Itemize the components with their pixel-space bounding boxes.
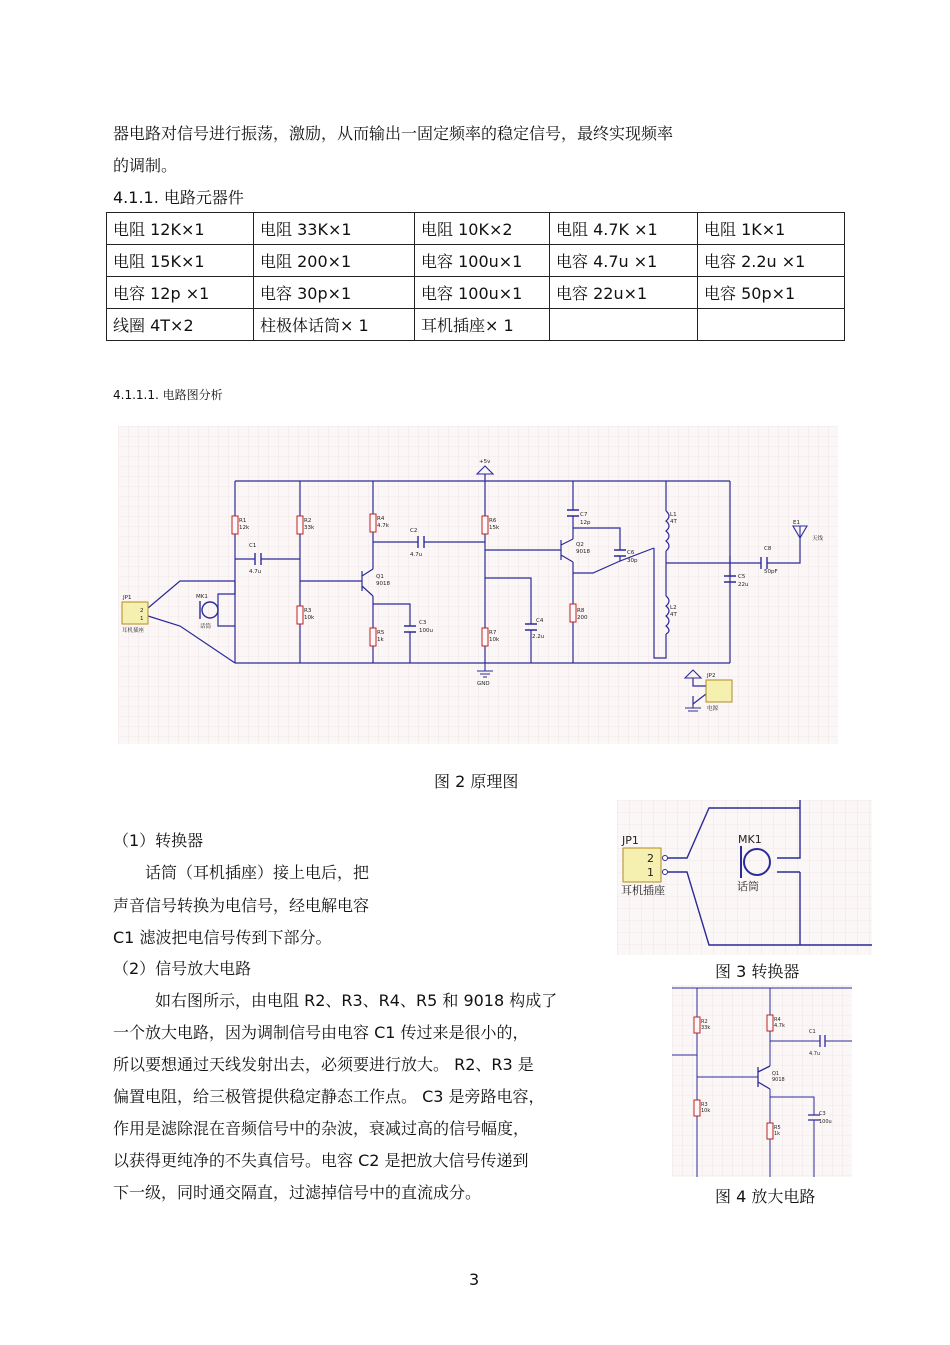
amplifier-line-5: 作用是滤除混在音频信号中的杂波，衰减过高的信号幅度， bbox=[113, 1119, 530, 1138]
resistor-r2 bbox=[694, 1017, 700, 1033]
figure-3-caption: 图 3 转换器 bbox=[715, 962, 800, 981]
table-cell: 耳机插座× 1 bbox=[415, 309, 550, 341]
r7-value: 10k bbox=[489, 637, 500, 643]
table-cell bbox=[698, 309, 845, 341]
r5-value: 1k bbox=[377, 637, 384, 643]
jp2-label: JP2 bbox=[707, 673, 716, 679]
table-cell: 电阻 12K×1 bbox=[107, 213, 254, 245]
r7-label: R7 bbox=[489, 630, 497, 636]
c3-value: 100u bbox=[819, 1119, 832, 1125]
r3-value: 10k bbox=[701, 1108, 711, 1114]
mk1-label: MK1 bbox=[196, 594, 208, 600]
c8-label: C8 bbox=[764, 546, 772, 552]
mk1-name: 话筒 bbox=[737, 880, 759, 893]
jp1-connector bbox=[122, 602, 148, 624]
r1-label: R1 bbox=[239, 518, 247, 524]
r4-label: R4 bbox=[377, 516, 385, 522]
c6-value: 30p bbox=[627, 558, 638, 564]
parts-table bbox=[106, 212, 845, 341]
r4-value: 4.7k bbox=[377, 523, 389, 529]
r2-label: R2 bbox=[701, 1019, 708, 1025]
table-cell: 电容 100u×1 bbox=[415, 277, 550, 309]
table-cell: 电容 100u×1 bbox=[415, 245, 550, 277]
c1-label: C1 bbox=[249, 543, 257, 549]
table-cell: 柱极体话筒× 1 bbox=[254, 309, 415, 341]
c6-label: C6 bbox=[627, 550, 635, 556]
table-row bbox=[107, 213, 845, 245]
jp1-label: JP1 bbox=[622, 834, 639, 847]
q1-value: 9018 bbox=[772, 1077, 785, 1083]
r2-label: R2 bbox=[304, 518, 312, 524]
jp2-name: 电源 bbox=[707, 706, 719, 712]
q2-label: Q2 bbox=[576, 542, 584, 548]
r6-label: R6 bbox=[489, 518, 497, 524]
table-cell: 电阻 10K×2 bbox=[415, 213, 550, 245]
table-cell: 电阻 4.7K ×1 bbox=[550, 213, 698, 245]
r8-value: 200 bbox=[577, 615, 588, 621]
resistor-r8 bbox=[570, 604, 576, 622]
r4-label: R4 bbox=[774, 1017, 781, 1023]
table-cell: 电阻 1K×1 bbox=[698, 213, 845, 245]
resistor-r3 bbox=[297, 606, 303, 624]
figure-4-caption: 图 4 放大电路 bbox=[715, 1187, 816, 1206]
r8-label: R8 bbox=[577, 608, 585, 614]
l1-label: L1 bbox=[670, 512, 677, 518]
resistor-r7 bbox=[482, 628, 488, 646]
c2-value: 4.7u bbox=[410, 552, 423, 558]
resistor-r3 bbox=[694, 1100, 700, 1116]
r2-value: 33k bbox=[304, 525, 315, 531]
vcc-label: +5v bbox=[479, 459, 491, 465]
q1-label: Q1 bbox=[376, 574, 384, 580]
resistor-r4 bbox=[370, 514, 376, 532]
r5-label: R5 bbox=[377, 630, 385, 636]
converter-heading: （1）转换器 bbox=[113, 831, 204, 850]
amplifier-line-6: 以获得更纯净的不失真信号。电容 C2 是把放大信号传递到 bbox=[113, 1151, 529, 1170]
mk1-name: 话筒 bbox=[200, 624, 212, 630]
grid-lines bbox=[672, 985, 852, 1177]
jp1-name: 耳机插座 bbox=[621, 884, 665, 897]
table-row bbox=[107, 277, 845, 309]
converter-diagram bbox=[617, 800, 872, 955]
jp1-connector bbox=[623, 848, 661, 882]
c8-value: 50pF bbox=[764, 569, 778, 575]
r3-value: 10k bbox=[304, 615, 315, 621]
c2-label: C2 bbox=[410, 528, 418, 534]
pin-dot bbox=[663, 856, 668, 861]
r5-label: R5 bbox=[774, 1125, 781, 1131]
figure-2-caption: 图 2 原理图 bbox=[434, 772, 519, 791]
l2-label: L2 bbox=[670, 605, 677, 611]
pin-2-label: 2 bbox=[140, 608, 144, 614]
c7-label: C7 bbox=[580, 512, 588, 518]
table-cell: 电阻 200×1 bbox=[254, 245, 415, 277]
r4-value: 4.7k bbox=[774, 1023, 785, 1029]
e1-name: 天线 bbox=[812, 536, 824, 542]
page-number: 3 bbox=[469, 1270, 480, 1289]
q1-value: 9018 bbox=[376, 581, 390, 587]
q1-label: Q1 bbox=[772, 1071, 780, 1077]
resistor-r4 bbox=[767, 1015, 773, 1031]
resistor-r1 bbox=[232, 516, 238, 534]
schematic-diagram bbox=[118, 426, 838, 744]
c4-label: C4 bbox=[536, 618, 544, 624]
c2-label: C1 bbox=[809, 1029, 816, 1035]
jp1-name: 耳机插座 bbox=[122, 628, 145, 634]
q2-value: 9018 bbox=[576, 549, 590, 555]
gnd-label: GND bbox=[477, 681, 490, 687]
section-heading: 4.1.1. 电路元器件 bbox=[113, 188, 244, 207]
intro-line-2: 的调制。 bbox=[113, 156, 178, 175]
pin-dot bbox=[663, 870, 668, 875]
c2-value: 4.7u bbox=[809, 1051, 821, 1057]
table-cell: 电阻 15K×1 bbox=[107, 245, 254, 277]
converter-line-3: C1 滤波把电信号传到下部分。 bbox=[113, 928, 332, 947]
r6-value: 15k bbox=[489, 525, 500, 531]
amplifier-line-3: 所以要想通过天线发射出去，必须要进行放大。 R2、R3 是 bbox=[113, 1055, 534, 1074]
r3-label: R3 bbox=[701, 1102, 708, 1108]
r3-label: R3 bbox=[304, 608, 312, 614]
c3-label: C3 bbox=[419, 620, 427, 626]
c3-label: C3 bbox=[819, 1111, 826, 1117]
r2-value: 33k bbox=[701, 1025, 711, 1031]
resistor-r5 bbox=[370, 628, 376, 646]
r1-value: 12k bbox=[239, 525, 250, 531]
converter-line-1: 话筒（耳机插座）接上电后，把 bbox=[145, 863, 370, 882]
amplifier-line-7: 下一级，同时通交隔直，过滤掉信号中的直流成分。 bbox=[113, 1183, 482, 1202]
table-cell: 电容 50p×1 bbox=[698, 277, 845, 309]
mk1-label: MK1 bbox=[738, 833, 762, 846]
l2-value: 4T bbox=[670, 612, 677, 618]
c4-value: 2.2u bbox=[532, 634, 545, 640]
c5-value: 22u bbox=[738, 582, 749, 588]
table-row bbox=[107, 245, 845, 277]
c7-value: 12p bbox=[580, 520, 591, 526]
amplifier-heading: （2）信号放大电路 bbox=[113, 959, 252, 978]
table-cell bbox=[550, 309, 698, 341]
table-cell: 电容 30p×1 bbox=[254, 277, 415, 309]
pin-1-label: 1 bbox=[140, 616, 144, 622]
resistor-r5 bbox=[767, 1123, 773, 1139]
amplifier-line-4: 偏置电阻，给三极管提供稳定静态工作点。 C3 是旁路电容， bbox=[113, 1087, 545, 1106]
table-cell: 电容 2.2u ×1 bbox=[698, 245, 845, 277]
pin-1-label: 1 bbox=[647, 866, 654, 879]
c1-value: 4.7u bbox=[249, 569, 262, 575]
jp2-connector bbox=[706, 680, 732, 702]
resistor-r2 bbox=[297, 516, 303, 534]
subsection-heading: 4.1.1.1. 电路图分析 bbox=[113, 388, 223, 402]
table-cell: 电容 12p ×1 bbox=[107, 277, 254, 309]
amplifier-line-2: 一个放大电路，因为调制信号由电容 C1 传过来是很小的， bbox=[113, 1023, 529, 1042]
l1-value: 4T bbox=[670, 519, 677, 525]
jp1-label: JP1 bbox=[123, 595, 132, 601]
amplifier-line-1: 如右图所示，由电阻 R2、R3、R4、R5 和 9018 构成了 bbox=[155, 991, 558, 1010]
table-cell: 电阻 33K×1 bbox=[254, 213, 415, 245]
c5-label: C5 bbox=[738, 574, 746, 580]
converter-line-2: 声音信号转换为电信号，经电解电容 bbox=[113, 896, 370, 915]
e1-label: E1 bbox=[793, 520, 800, 526]
table-cell: 电容 4.7u ×1 bbox=[550, 245, 698, 277]
resistor-r6 bbox=[482, 516, 488, 534]
table-cell: 线圈 4T×2 bbox=[107, 309, 254, 341]
amplifier-diagram bbox=[672, 985, 852, 1177]
c3-value: 100u bbox=[419, 628, 433, 634]
intro-line-1: 器电路对信号进行振荡，激励，从而输出一固定频率的稳定信号，最终实现频率 bbox=[113, 124, 674, 143]
table-row bbox=[107, 309, 845, 341]
pin-2-label: 2 bbox=[647, 852, 654, 865]
table-cell: 电容 22u×1 bbox=[550, 277, 698, 309]
r5-value: 1k bbox=[774, 1131, 781, 1137]
